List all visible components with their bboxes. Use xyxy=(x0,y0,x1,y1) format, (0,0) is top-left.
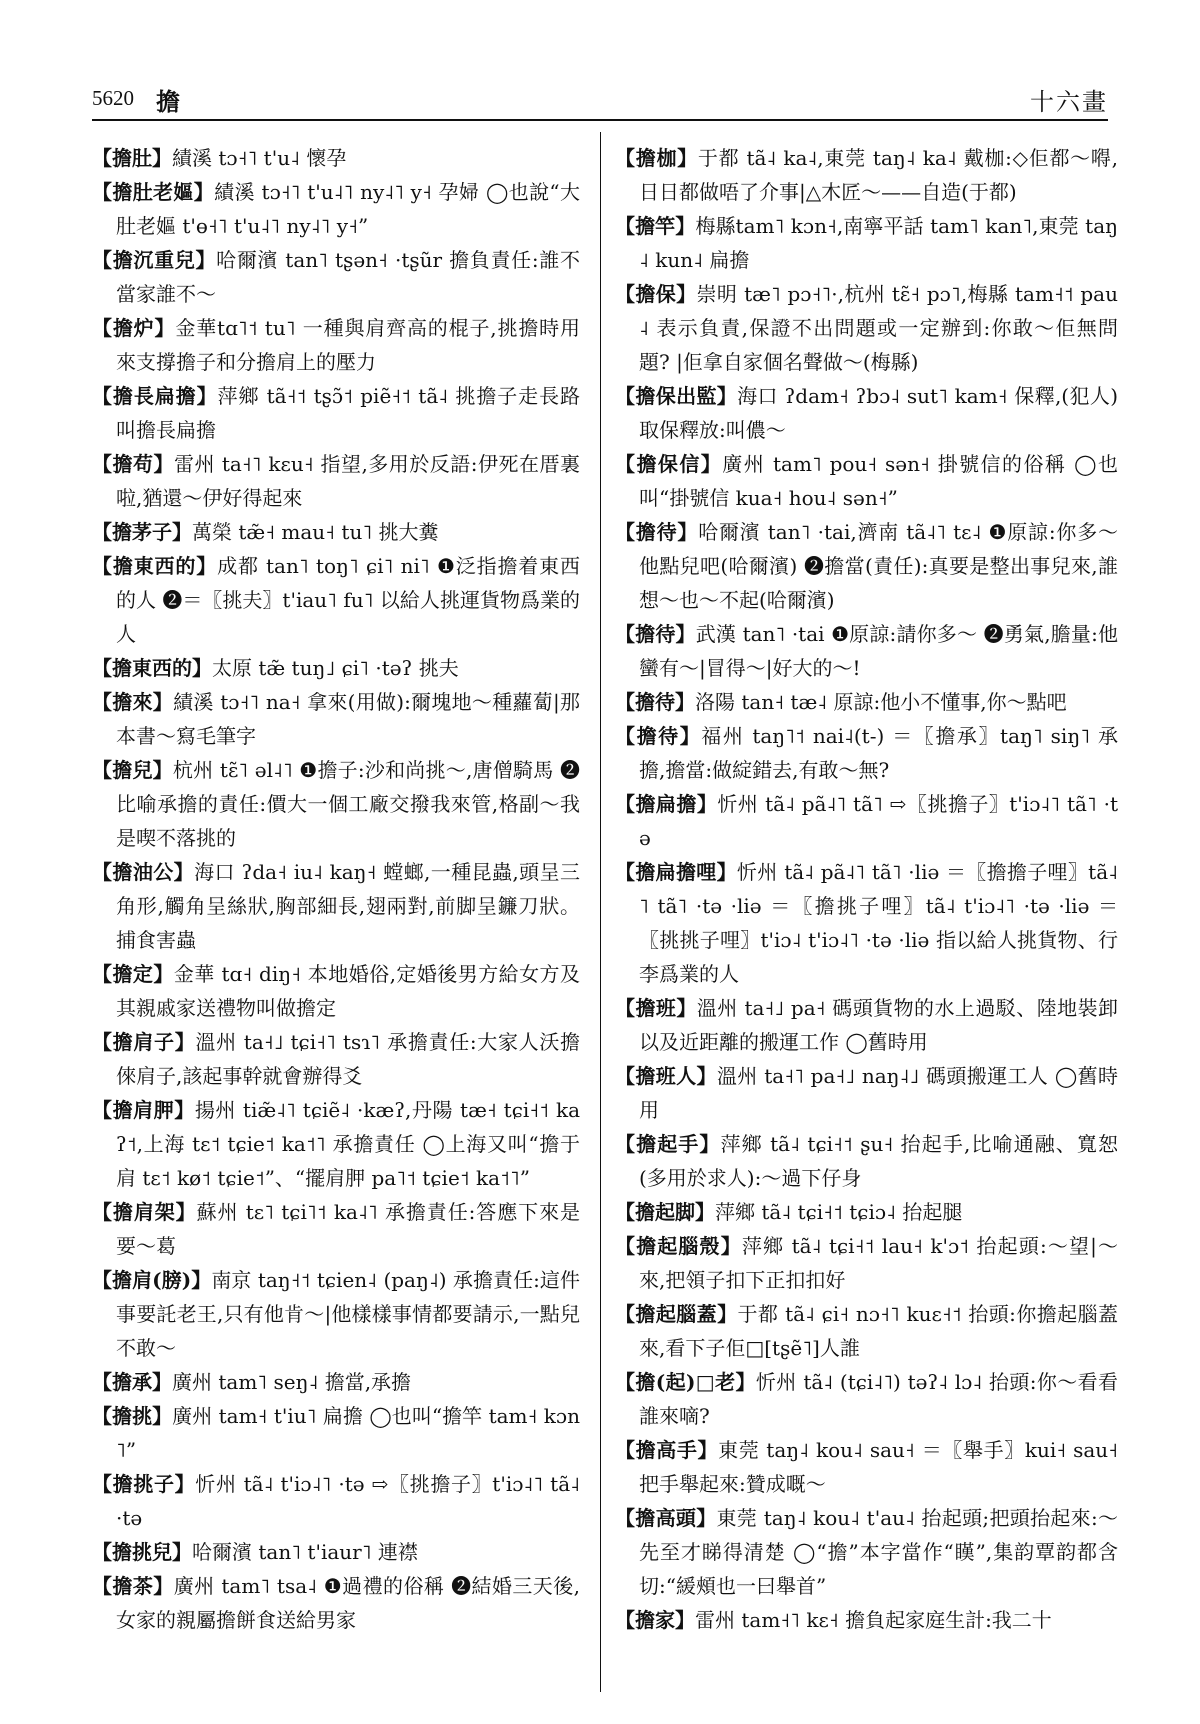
entry-definition: 金華 tɑ˧ diŋ˧ 本地婚俗,定婚後男方給女方及其親戚家送禮物叫做擔定 xyxy=(116,962,581,1020)
entry-headword: 【擔班人】 xyxy=(615,1064,717,1088)
entry-definition: 廣州 tam˥ seŋ˨ 擔當,承擔 xyxy=(172,1370,412,1394)
dictionary-entry xyxy=(615,855,1118,991)
dictionary-entry xyxy=(615,1297,1118,1365)
entry-headword: 【擔高頭】 xyxy=(615,1506,717,1530)
entry-definition: 蘇州 tɛ˥ tɕi˥˦ ka˨˥ 承擔責任:答應下來是要～葛 xyxy=(116,1200,580,1258)
entry-headword: 【擔起腦殼】 xyxy=(615,1234,742,1258)
entry-headword: 【擔肩(膀)】 xyxy=(92,1268,212,1292)
entry-definition: 廣州 tam˥ pou˧ sən˧ 掛號信的俗稱 ◯也叫“掛號信 kua˧ hou˨ sən˧” xyxy=(639,452,1118,510)
dictionary-entry xyxy=(615,379,1118,447)
entry-definition: 萍鄉 tã˨ tɕi˧˦ ʂu˧ 抬起手,比喻通融、寬恕(多用於求人):～過下仔身 xyxy=(639,1132,1119,1190)
entry-definition: 崇明 tæ˥ pɔ˧˥·,杭州 tɛ̃˧ pɔ˥,梅縣 tam˧˦ pau˨ 表示負責,保證不出問題或一定辦到:你敢～佢無問題? |佢拿自家個名聲做～(梅縣) xyxy=(639,282,1118,374)
dictionary-entry xyxy=(615,991,1118,1059)
dictionary-entry xyxy=(615,1433,1118,1501)
entry-headword: 【擔油公】 xyxy=(92,860,195,884)
entry-headword: 【擔兒】 xyxy=(92,758,173,782)
dictionary-entry xyxy=(92,1195,580,1263)
entry-headword: 【擔保出監】 xyxy=(615,384,738,408)
running-head-character: 擔 xyxy=(156,87,180,116)
header-rule xyxy=(92,119,1108,121)
entry-headword: 【擔肚老嫗】 xyxy=(92,180,215,204)
entry-headword: 【擔保信】 xyxy=(615,452,723,476)
dictionary-entry xyxy=(92,1535,580,1569)
entry-headword: 【擔待】 xyxy=(615,520,699,544)
entry-definition: 海口 ʔda˧ iu˨ kaŋ˧ 螳螂,一種昆蟲,頭呈三角形,觸角呈絲狀,胸部細長,翅兩對,前脚呈鐮刀狀。捕食害蟲 xyxy=(116,860,581,952)
entry-headword: 【擔來】 xyxy=(92,690,174,714)
entry-headword: 【擔家】 xyxy=(615,1608,695,1632)
dictionary-entry xyxy=(615,685,1118,719)
entry-headword: 【擔扁擔】 xyxy=(615,792,718,816)
entry-headword: 【擔起腦蓋】 xyxy=(615,1302,738,1326)
dictionary-entry xyxy=(615,617,1118,685)
entry-headword: 【擔肩子】 xyxy=(92,1030,196,1054)
entry-definition: 溫州 ta˧˩ tɕi˧˥ tsɿ˥ 承擔責任:大家人沃擔倈肩子,該起事幹就會辦得爻 xyxy=(116,1030,580,1088)
column-divider xyxy=(600,132,601,1692)
dictionary-entry xyxy=(92,1569,580,1637)
entry-definition: 忻州 tã˨ (tɕi˨˥) təʔ˨ lɔ˨ 抬頭:你～看看誰來嘀? xyxy=(639,1370,1118,1428)
right-column xyxy=(615,141,1118,1637)
entry-definition: 廣州 tam˧ t'iu˥ 扁擔 ◯也叫“擔竿 tam˧ kɔn˥” xyxy=(116,1404,580,1462)
entry-headword: 【擔承】 xyxy=(92,1370,172,1394)
entry-definition: 萍鄉 tã˨ tɕi˧˦ lau˧ k'ɔ˦ 抬起頭:～望|～來,把領子扣下正扣扣好 xyxy=(639,1234,1118,1292)
entry-headword: 【擔扁擔哩】 xyxy=(615,860,737,884)
entry-headword: 【擔保】 xyxy=(615,282,697,306)
entry-headword: 【擔待】 xyxy=(615,622,696,646)
entry-definition: 忻州 tã˨ t'iɔ˨˥ ·tə ⇨〖挑擔子〗t'iɔ˨˥ tã˨ ·tə xyxy=(116,1472,580,1530)
entry-definition: 雷州 ta˧˥ kɛu˧ 指望,多用於反語:伊死在厝裏啦,猶還～伊好得起來 xyxy=(116,452,580,510)
entry-headword: 【擔東西的】 xyxy=(92,554,218,578)
entry-definition: 金華tɑ˥˦ tu˥ 一種與肩齊高的棍子,挑擔時用來支撐擔子和分擔肩上的壓力 xyxy=(116,316,581,374)
dictionary-entry xyxy=(92,685,580,753)
entry-headword: 【擔挑子】 xyxy=(92,1472,196,1496)
entry-definition: 忻州 tã˨ pã˨˥ tã˥ ⇨〖挑擔子〗t'iɔ˨˥ tã˥ ·tə xyxy=(639,792,1118,850)
entry-headword: 【擔肩架】 xyxy=(92,1200,197,1224)
dictionary-entry xyxy=(615,447,1118,515)
dictionary-entry xyxy=(615,1229,1118,1297)
entry-headword: 【擔(起)□老】 xyxy=(615,1370,756,1394)
entry-headword: 【擔肩胛】 xyxy=(92,1098,195,1122)
page-number: 5620 xyxy=(92,86,134,110)
dictionary-entry xyxy=(92,957,580,1025)
entry-definition: 海口 ʔdam˧ ʔbɔ˨ sut˥ kam˧ 保釋,(犯人)取保釋放:叫儂～ xyxy=(639,384,1118,442)
dictionary-entry xyxy=(92,243,580,311)
dictionary-entry xyxy=(92,1093,580,1195)
left-column xyxy=(92,141,580,1637)
page-header xyxy=(92,72,1108,120)
entry-definition: 萍鄉 tã˨ tɕi˧˦ tɕiɔ˨ 抬起腿 xyxy=(715,1200,963,1224)
entry-headword: 【擔竿】 xyxy=(615,214,696,238)
entry-definition: 哈爾濱 tan˥ tʂən˧ ·tʂũr 擔負責任:誰不當家誰不～ xyxy=(116,248,581,306)
entry-definition: 于都 tã˨ ɕi˧ nɔ˧˥ kuɛ˧˦ 抬頭:你擔起腦蓋來,看下子佢□[tʂẽ˥]人誰 xyxy=(639,1302,1118,1360)
entry-headword: 【擔苟】 xyxy=(92,452,174,476)
entry-definition: 武漢 tan˥ ·tai ❶原諒:請你多～ ❷勇氣,膽量:他蠻有～|冒得～|好大的～! xyxy=(639,622,1118,680)
entry-headword: 【擔茅子】 xyxy=(92,520,192,544)
entry-headword: 【擔炉】 xyxy=(92,316,176,340)
entry-headword: 【擔枷】 xyxy=(615,146,698,170)
dictionary-entry xyxy=(92,447,580,515)
entry-definition: 太原 tæ̃ tuŋ˩ ɕi˥ ·təʔ 挑夫 xyxy=(212,656,459,680)
entry-definition: 杭州 tɛ̃˥ əl˨˥ ❶擔子:沙和尚挑～,唐僧騎馬 ❷比喻承擔的責任:價大一個工廠交撥我來管,格副～我是喫不落挑的 xyxy=(116,758,580,850)
dictionary-entry xyxy=(92,379,580,447)
dictionary-entry xyxy=(615,1127,1118,1195)
entry-headword: 【擔長扁擔】 xyxy=(92,384,218,408)
entry-definition: 溫州 ta˧˥ pa˧˩ naŋ˨˩ 碼頭搬運工人 ◯舊時用 xyxy=(639,1064,1118,1122)
entry-definition: 績溪 tɔ˧˥ na˧ 拿來(用做):爾塊地～種蘿蔔|那本書～寫毛筆字 xyxy=(116,690,581,748)
dictionary-entry xyxy=(92,311,580,379)
dictionary-entry xyxy=(615,209,1118,277)
dictionary-entry xyxy=(615,141,1118,209)
entry-headword: 【擔沉重兒】 xyxy=(92,248,217,272)
entry-definition: 萍鄉 tã˧˦ tʂɔ̃˦ piẽ˧˦ tã˨ 挑擔子走長路叫擔長扁擔 xyxy=(116,384,580,442)
dictionary-entry xyxy=(92,515,580,549)
dictionary-entry xyxy=(615,1059,1118,1127)
entry-headword: 【擔待】 xyxy=(615,690,695,714)
entry-headword: 【擔挑】 xyxy=(92,1404,173,1428)
dictionary-entry xyxy=(92,753,580,855)
dictionary-entry xyxy=(615,515,1118,617)
entry-headword: 【擔起脚】 xyxy=(615,1200,715,1224)
dictionary-entry xyxy=(615,719,1118,787)
entry-definition: 南京 taŋ˧˦ tɕien˨ (paŋ˨) 承擔責任:這件事要託老王,只有他肯～|他樣樣事情都要請示,一點兒不敢～ xyxy=(116,1268,580,1360)
dictionary-entry xyxy=(92,855,580,957)
entry-headword: 【擔起手】 xyxy=(615,1132,721,1156)
entry-definition: 揚州 tiæ̃˨˥ tɕiẽ˨ ·kæʔ,丹陽 tæ˧ tɕi˧˦ kaʔ˦,上海 tɛ˦ tɕie˦ ka˦˥ 承擔責任 ◯上海又叫“擔于肩 tɛ˦ kø˦ tɕie˦”、“擺肩胛 pa˥˦ tɕie˦ ka˦˥” xyxy=(116,1098,580,1190)
entry-headword: 【擔挑兒】 xyxy=(92,1540,192,1564)
dictionary-entry xyxy=(92,549,580,651)
entry-definition: 洛陽 tan˧ tæ˨ 原諒:他小不懂事,你～點吧 xyxy=(695,690,1067,714)
dictionary-entry xyxy=(615,1195,1118,1229)
dictionary-entry xyxy=(615,1365,1118,1433)
dictionary-entry xyxy=(615,787,1118,855)
entry-definition: 成都 tan˥ toŋ˥ ɕi˥ ni˥ ❶泛指擔着東西的人 ❷＝〖挑夫〗t'iau˥ fu˥ 以給人挑運貨物爲業的人 xyxy=(116,554,580,646)
entry-definition: 福州 taŋ˥˦ nai˨(t-) ＝〖擔承〗taŋ˥ siŋ˥ 承擔,擔當:做綻錯去,有敢～無? xyxy=(639,724,1118,782)
entry-definition: 雷州 tam˧˥ kɛ˧ 擔負起家庭生計:我二十 xyxy=(695,1608,1052,1632)
dictionary-entry xyxy=(92,175,580,243)
dictionary-entry xyxy=(92,651,580,685)
entry-definition: 于都 tã˨ ka˨,東莞 taŋ˨ ka˨ 戴枷:◇佢都～嘚,日日都做唔了介事|△木匠～——自造(于都) xyxy=(639,146,1119,204)
entry-definition: 萬榮 tæ̃˧ mau˧ tu˥ 挑大糞 xyxy=(192,520,439,544)
entry-definition: 哈爾濱 tan˥ t'iaur˥ 連襟 xyxy=(192,1540,418,1564)
entry-definition: 東莞 taŋ˨ kou˨ sau˧ ＝〖舉手〗kui˧ sau˧ 把手舉起來:贊成嘅～ xyxy=(639,1438,1119,1496)
dictionary-entry xyxy=(92,1263,580,1365)
entry-definition: 溫州 ta˧˩ pa˧ 碼頭貨物的水上過駁、陸地裝卸以及近距離的搬運工作 ◯舊時用 xyxy=(639,996,1119,1054)
entry-headword: 【擔待】 xyxy=(615,724,702,748)
entry-definition: 東莞 taŋ˨ kou˨ t'au˨ 抬起頭;把頭抬起來:～先至才睇得清楚 ◯“擔”本字當作“䁧”,集韵覃韵都含切:“緩頰也一曰舉首” xyxy=(639,1506,1119,1598)
dictionary-entry xyxy=(92,141,580,175)
entry-headword: 【擔肚】 xyxy=(92,146,172,170)
entry-definition: 哈爾濱 tan˥ ·tai,濟南 tã˨˥ tɛ˨ ❶原諒:你多～他點兒吧(哈爾濱) ❷擔當(責任):真要是整出事兒來,誰想～也～不起(哈爾濱) xyxy=(639,520,1118,612)
entry-definition: 梅縣tam˥ kɔn˧,南寧平話 tam˥ kan˥,東莞 taŋ˨ kun˨ 扁擔 xyxy=(639,214,1119,272)
dictionary-entry xyxy=(92,1025,580,1093)
entry-definition: 廣州 tam˥ tsa˨ ❶過禮的俗稱 ❷結婚三天後,女家的親屬擔餅食送給男家 xyxy=(116,1574,581,1632)
entry-headword: 【擔定】 xyxy=(92,962,174,986)
entry-headword: 【擔班】 xyxy=(615,996,697,1020)
dictionary-entry xyxy=(615,277,1118,379)
entry-headword: 【擔高手】 xyxy=(615,1438,719,1462)
dictionary-entry xyxy=(92,1365,580,1399)
entry-headword: 【擔東西的】 xyxy=(92,656,212,680)
dictionary-entry xyxy=(615,1603,1118,1637)
entry-definition: 績溪 tɔ˧˥ t'u˨ 懷孕 xyxy=(172,146,347,170)
dictionary-entry xyxy=(92,1399,580,1467)
dictionary-entry xyxy=(615,1501,1118,1603)
entry-definition: 績溪 tɔ˧˥ t'u˨˥ ny˨˥ y˧ 孕婦 ◯也說“大肚老嫗 t'ɵ˧˥ t'u˨˥ ny˨˥ y˧” xyxy=(116,180,580,238)
entry-definition: 忻州 tã˨ pã˨˥ tã˥ ·liə ＝〖擔擔子哩〗tã˨˥ tã˥ ·tə ·liə ＝〖擔挑子哩〗tã˨ t'iɔ˨˥ ·tə ·liə ＝〖挑挑子哩〗t'iɔ˨ t'iɔ˨˥ ·tə ·liə 指以給人挑貨物、行李爲業的人 xyxy=(639,860,1118,986)
stroke-count-section: 十六畫 xyxy=(1030,88,1108,116)
dictionary-entry xyxy=(92,1467,580,1535)
entry-headword: 【擔茶】 xyxy=(92,1574,174,1598)
